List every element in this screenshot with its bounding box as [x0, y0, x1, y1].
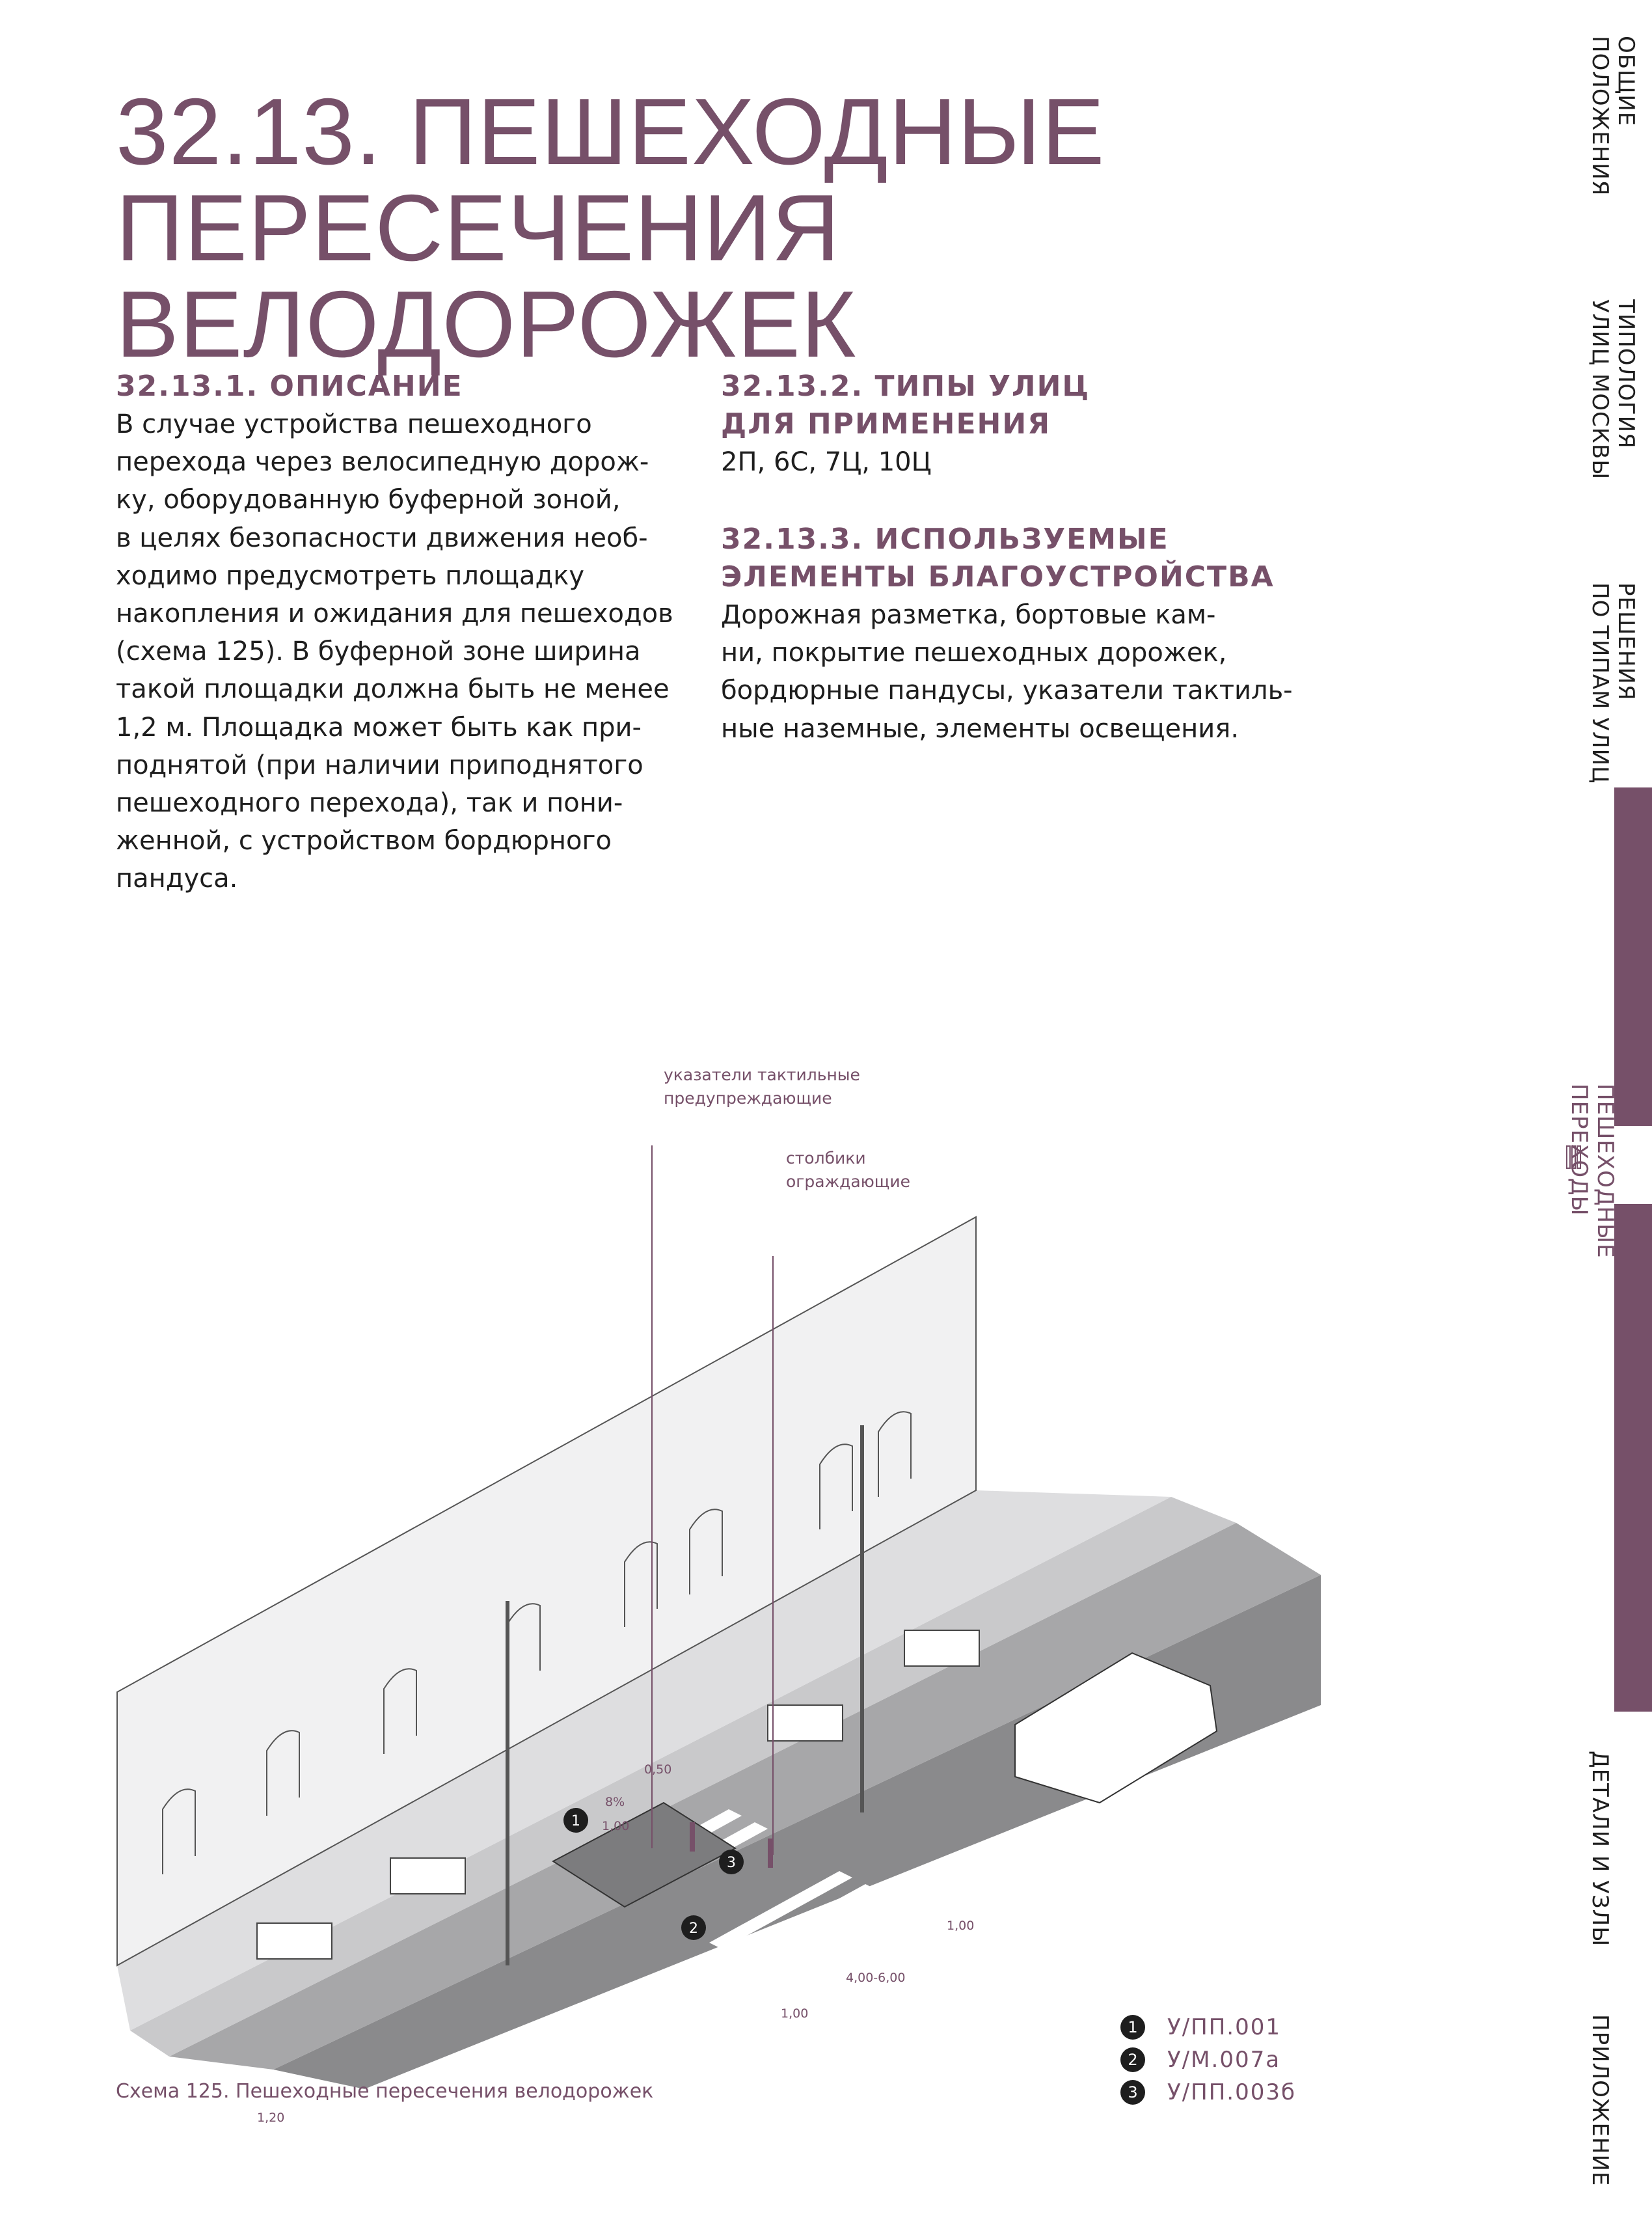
- sidebar-item-appendix[interactable]: ПРИЛОЖЕНИЕ: [1587, 2014, 1613, 2187]
- section-sidebar: [1528, 0, 1652, 2229]
- elements-text: Дорожная разметка, бортовые кам- ни, покрытие пешеходных дорожек, бордюрные пандусы, указатели тактиль- ные наземные, элементы освещения.: [721, 600, 1293, 744]
- description-section: [116, 368, 714, 898]
- sidebar-active-bar-top: [1614, 787, 1652, 1126]
- dimension-height: 0,50: [644, 1762, 672, 1777]
- svg-text:2: 2: [689, 1921, 698, 1937]
- dimension-ramp: 1,00: [602, 1819, 630, 1833]
- dimension-4: 1,20: [257, 2111, 285, 2125]
- title-line-2: ПЕРЕСЕЧЕНИЯ ВЕЛОДОРОЖЕК: [116, 175, 857, 377]
- legend-marker: 3: [1120, 2080, 1145, 2105]
- legend-code: У/М.007а: [1167, 2047, 1281, 2073]
- marker-3: [719, 1850, 744, 1874]
- legend-marker: 1: [1120, 2015, 1145, 2040]
- legend-marker: 2: [1120, 2047, 1145, 2072]
- title-line-1: 32.13. ПЕШЕХОДНЫЕ: [116, 79, 1105, 184]
- svg-text:3: 3: [727, 1855, 736, 1871]
- sidebar-item-details[interactable]: ДЕТАЛИ И УЗЛЫ: [1587, 1751, 1613, 1947]
- crossing-section-icon: [1566, 1145, 1582, 1169]
- sidebar-item-typology[interactable]: ТИПОЛОГИЯ УЛИЦ МОСКВЫ: [1587, 299, 1639, 480]
- callout-tactile-line1: указатели тактильные: [664, 1065, 860, 1084]
- description-heading: 32.13.1. ОПИСАНИЕ: [116, 370, 463, 403]
- legend-row: [1120, 2011, 1296, 2044]
- legend-code: У/ПП.003б: [1167, 2079, 1296, 2105]
- sidebar-item-solutions[interactable]: РЕШЕНИЯ ПО ТИПАМ УЛИЦ: [1587, 582, 1639, 784]
- sidebar-active-bar-bottom: [1614, 1204, 1652, 1712]
- dimension-3: 1,00: [781, 2006, 809, 2021]
- marker-2: [681, 1915, 706, 1940]
- callout-bollards-line2: ограждающие: [786, 1172, 910, 1191]
- dimension-slope: 8%: [605, 1795, 625, 1809]
- street-types-section: [721, 368, 1307, 481]
- marker-1: [563, 1808, 588, 1833]
- legend-row: [1120, 2044, 1296, 2076]
- street-types-value: 2П, 6С, 7Ц, 10Ц: [721, 447, 932, 477]
- legend-row: [1120, 2076, 1296, 2109]
- elements-heading: 32.13.3. ИСПОЛЬЗУЕМЫЕ ЭЛЕМЕНТЫ БЛАГОУСТРОЙСТВА: [721, 523, 1275, 594]
- figure-caption: Схема 125. Пешеходные пересечения велодорожек: [116, 2080, 654, 2103]
- sidebar-item-crossings[interactable]: ПЕШЕХОДНЫЕ ПЕРЕХОДЫ: [1566, 1084, 1618, 1259]
- description-text: В случае устройства пешеходного перехода через велосипедную дорож- ку, оборудованную буферной зоной, в целях безопасности движения необ- ходимо предусмотреть площадку накопления и ожидания для пешеходов (схема 125). В буферной зоне ширина такой площадки должна быть не менее 1,2 м. Площадка может быть как при- поднятой (при наличии приподнятого пешеходного перехода), так и пони- женной, с устройством бордюрного пандуса.: [116, 409, 673, 894]
- elements-section: [721, 521, 1307, 748]
- dimension-2: 4,00-6,00: [846, 1971, 906, 1985]
- sidebar-item-general[interactable]: ОБЩИЕ ПОЛОЖЕНИЯ: [1587, 36, 1639, 197]
- street-types-heading: 32.13.2. ТИПЫ УЛИЦ ДЛЯ ПРИМЕНЕНИЯ: [721, 370, 1090, 441]
- page-title: [116, 79, 1456, 377]
- callout-tactile-line2: предупреждающие: [664, 1089, 832, 1108]
- svg-text:1: 1: [571, 1813, 580, 1829]
- callout-bollards-line1: столбики: [786, 1149, 866, 1168]
- legend: [1120, 2011, 1296, 2109]
- dimension-1: 1,00: [947, 1919, 975, 1933]
- crossing-diagram: [0, 1041, 1366, 2125]
- legend-code: У/ПП.001: [1167, 2014, 1282, 2040]
